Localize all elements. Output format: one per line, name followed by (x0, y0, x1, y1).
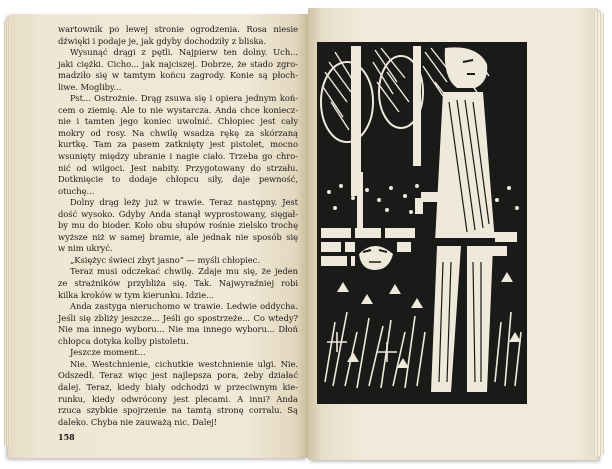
text-line: Anda zastyga nieruchomo w trawie. Ledwie oddycha. (70, 301, 298, 312)
left-page (8, 14, 308, 458)
text-line: Jeszcze moment... (70, 347, 146, 358)
text-line: by mu do bioder. Koło obu słupów rośnie zielsko trochę (58, 220, 298, 231)
text-line: cem o ziemię. Ale to nie wystarcza. Anda chce koniecz- (58, 104, 298, 115)
text-line: runku, kiedy odwrócony jest plecami. A inni? Anda (58, 393, 298, 404)
text-line: dźwięki i podaje je, jak gdyby dochodziły z bliska. (58, 35, 267, 46)
text-line: wsunięty między ubranie i nagie ciało. Trzeba go chro- (58, 151, 298, 162)
text-line: madziło się w tamtym końcu zagrody. Konie są płoch- (58, 70, 298, 81)
text-line: Nie ma innego wyboru... Nie ma innego wyboru... Dłoń (58, 324, 298, 335)
text-line: Dolny drąg leży już w trawie. Teraz następny. Jest (70, 197, 298, 208)
text-line: „Księżyc świeci zbyt jasno” — myśli chłopiec. (70, 254, 260, 265)
page-number: 158 (58, 432, 75, 442)
text-line: kurtkę. Tam za pasem zatknięty jest pistolet, mocno (58, 139, 298, 150)
text-line: Pst... Ostrożnie. Drąg zsuwa się i opiera jednym koń- (70, 93, 298, 104)
text-line: w nim ukryć. (58, 243, 113, 254)
body-text (58, 24, 298, 428)
text-line: Odszedł. Teraz więc jest najlepsza pora, żeby działać (58, 370, 298, 381)
text-line: wartownik po lewej stronie ogrodzenia. Rosa niesie (58, 24, 298, 34)
text-line: kilka kroków w tym kierunku. Idzie... (58, 289, 214, 300)
text-line: rzuca szybkie spojrzenie na tamtą stronę corralu. Są (58, 405, 298, 416)
woodcut-illustration (317, 42, 527, 404)
text-line: wyższe niż w samej bramie, ale jednak nie sposób się (58, 231, 298, 242)
text-line: liwe. Mogliby... (58, 81, 122, 92)
text-line: nić od wilgoci. Jest nabity. Przygotowany do strzału. (58, 162, 298, 173)
text-line: dość wysoko. Gdyby Anda stanął wyprostowany, sięgał- (58, 208, 298, 219)
text-line: chłopca dotyka kolby pistoletu. (58, 335, 189, 346)
text-line: jaki ciężki. Cicho... jak najciszej. Dobrze, że stado zgro- (58, 58, 298, 69)
page-edges (594, 12, 604, 456)
text-line: ze strażników przybliża się. Tak. Najwyraźniej robi (58, 278, 298, 289)
woodcut-image (317, 42, 527, 404)
text-line: nie i tamten jego koniec uwolnić. Chłopiec jest cały (58, 116, 298, 127)
text-line: mokry od rosy. Na chwilę wsadza rękę za skórzaną (58, 127, 298, 138)
text-line: dalej. Teraz, kiedy biały odchodzi w przeciwnym kie- (58, 381, 298, 392)
text-line: Wysunąć drągi z pętli. Najpierw ten dolny. Uch... (70, 47, 298, 58)
text-line: Dotknięcie to dodaje chłopcu siły, daje pewność, (58, 174, 298, 185)
text-line: Teraz musi odczekać chwilę. Zdaje mu się, że jeden (70, 266, 298, 277)
text-line: daleko. Chyba nie zauważą nic. Dalej! (58, 416, 218, 427)
text-line: otuchę... (58, 185, 95, 196)
text-line: Nie. Westchnienie, cichutkie westchnienie ulgi. Nie. (70, 358, 298, 369)
text-line: Jeśli się zbliży jeszcze... Jeśli go spostrzeże... Co wtedy? (58, 312, 298, 323)
